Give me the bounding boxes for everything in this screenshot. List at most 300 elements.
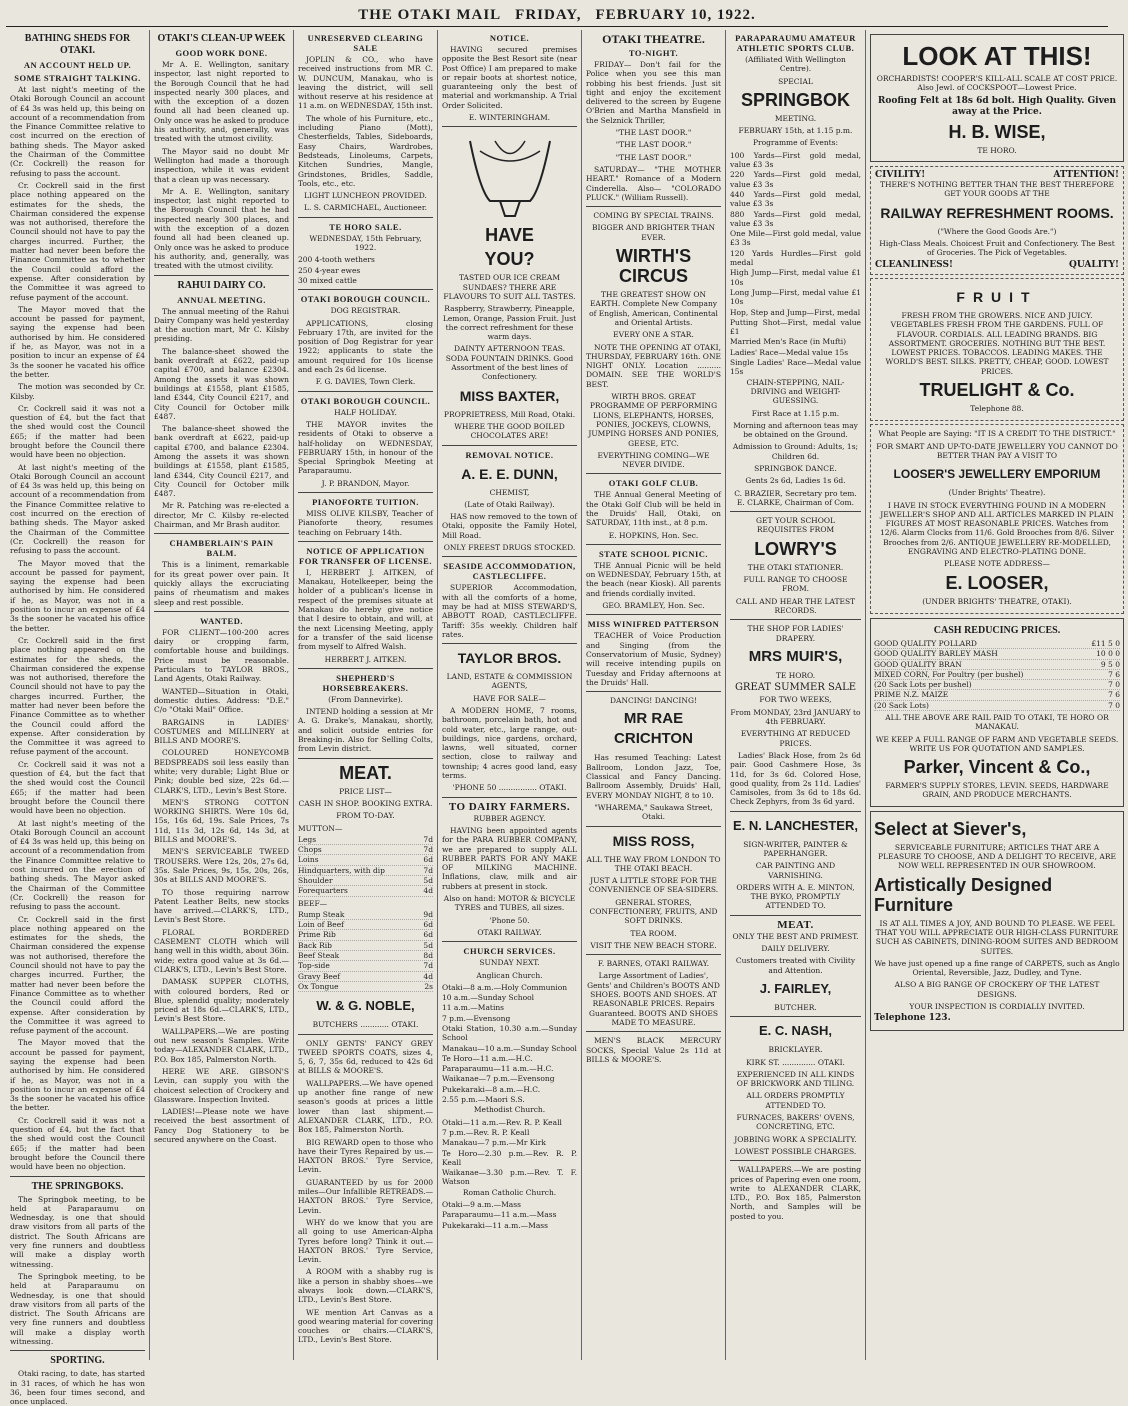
event-line: Married Men's Race (in Mufti) bbox=[730, 337, 847, 347]
ad-paragraph: APPLICATIONS, closing February 17th, are invited for the position of Dog Registrar for year 1922; applicants to state the amount required for 10s license and each 2s 6d license. bbox=[298, 318, 433, 375]
ad-line: DAINTY AFTERNOON TEAS. SODA FOUNTAIN DRINKS. Good Assortment of the best lines of Confectionery. bbox=[445, 344, 574, 382]
price-row bbox=[298, 835, 433, 845]
event-line: 880 Yards—First gold medal, value £3 3s bbox=[730, 209, 861, 228]
ad-line: "WHAREMA," Saukawa Street, Otaki. bbox=[594, 802, 713, 822]
event-line: Long Jump—First, medal value £1 10s bbox=[730, 287, 861, 307]
divider bbox=[586, 544, 721, 545]
signature: HERBERT J. AITKEN. bbox=[324, 654, 407, 664]
price-row bbox=[298, 930, 433, 940]
ad-line: ORCHARDISTS! COOPER'S KILL-ALL SCALE AT COST PRICE. Also Jewl. of COCKSPOOT—Lowest Price. bbox=[876, 74, 1118, 93]
ad-paragraph: THE MAYOR invites the residents of Otaki to observe a half-holiday on WEDNESDAY, FEBRUARY 15th, in honour of the Special Springbok Meeting at Paraparaumu. bbox=[298, 419, 433, 476]
ad-line: Also on hand: MOTOR & BICYCLE TYRES and TUBES, all sizes. bbox=[443, 894, 576, 913]
article-paragraph: The Mayor moved that the account be passed for payment, saying the expense had been authorised by him. He considered if he, as Mayor, was not in a position to incur an expense of £4 3s the sooner he vacated his office the better. bbox=[10, 304, 145, 379]
ad-you: YOU? bbox=[484, 249, 535, 270]
classified-ad: BIG REWARD open to those who have their Tyres Repaired by us.—HAXTON BROS.' Tyre Service, Levin. bbox=[298, 1137, 433, 1175]
meat-headline: MEAT. bbox=[339, 762, 392, 783]
ad-line: THE OTAKI STATIONER. bbox=[747, 562, 844, 572]
ad-headline: PIANOFORTE TUITION. bbox=[312, 496, 419, 507]
article-paragraph: The Mayor moved that the account be passed for payment, saying the expense had been authorised by him. He considered if he, as Mayor, was not in a position to incur an expense of £4 3s the sooner he vacated his office the better. bbox=[10, 1038, 145, 1113]
ad-line: LOWEST POSSIBLE CHARGES. bbox=[734, 1146, 857, 1156]
ad-line: TASTED OUR ICE CREAM SUNDAES? THERE ARE FLAVOURS TO SUIT ALL TASTES. bbox=[443, 273, 576, 301]
price-value: 4d bbox=[423, 971, 433, 981]
list-item: 30 mixed cattle bbox=[298, 275, 357, 285]
ad-line: Roofing Felt at 18s 6d bolt. High Quality. Given away at the Price. bbox=[877, 95, 1117, 117]
ad-line: DOG REGISTRAR. bbox=[330, 306, 401, 316]
article-paragraph: The motion was seconded by Cr. Kilsby. bbox=[10, 382, 145, 401]
ad-headline: OTAKI BOROUGH COUNCIL. bbox=[300, 294, 431, 305]
divider bbox=[586, 691, 721, 692]
price-row bbox=[298, 845, 433, 855]
article-paragraph: Cr. Cockrell said in the first place nothing appeared on the estimates for the sheds, the Chairman considered the expense was not authorised, therefore the Council should not have to pay the charges incurred. Further, the matter had never been before the Finance Committee as to whether the Council could afford the expense. After consideration by the Committee it was agreed to refuse payment of the account. bbox=[10, 180, 145, 302]
looser-advert bbox=[870, 424, 1124, 614]
event-line: High Jump—First, medal value £1 10s bbox=[730, 268, 861, 287]
article-headline: BATHING SHEDS FOR OTAKI. bbox=[24, 33, 131, 56]
masthead-date: FEBRUARY 10, 1922. bbox=[595, 6, 756, 23]
price-row bbox=[874, 639, 1120, 649]
ad-line: FOR SMART AND UP-TO-DATE JEWELLERY YOU CANNOT DO BETTER THAN PAY A VISIT TO bbox=[876, 441, 1118, 460]
film-title: "THE LAST DOOR." bbox=[615, 140, 692, 150]
ad-line: FOR TWO WEEKS, bbox=[759, 695, 832, 705]
column-2 bbox=[150, 30, 294, 1360]
phone-number: 'Phone 50. bbox=[489, 915, 530, 925]
classified-ad: MEN'S BLACK MERCURY SOCKS, Special Value 2s 11d at BILLS & MOORE'S. bbox=[586, 1036, 721, 1064]
service-line: Te Horo—11 a.m.—H.C. bbox=[442, 1053, 533, 1063]
divider bbox=[586, 1031, 721, 1032]
price-row bbox=[298, 951, 433, 961]
price-item: Ox Tongue bbox=[298, 981, 339, 991]
look-headline: LOOK AT THIS! bbox=[902, 41, 1092, 71]
service-line: Otaki—8 a.m.—Holy Communion bbox=[442, 982, 568, 992]
article-paragraph: Otaki racing, to date, has started in 31 races, of which he has won 36, been four times second, and once unplaced. bbox=[10, 1369, 145, 1406]
ad-line: FROM TO-DAY. bbox=[336, 811, 395, 821]
ad-headline: STATE SCHOOL PICNIC. bbox=[598, 548, 709, 559]
ad-line: (Under Brights' Theatre). bbox=[948, 488, 1046, 498]
ad-line: High-Class Meals. Choicest Fruit and Confectionery. The Best of Groceries. The Pick of Vegetables. bbox=[879, 239, 1115, 258]
slogan: ATTENTION! bbox=[1053, 169, 1119, 180]
price-row bbox=[298, 876, 433, 886]
ad-line: JOBBING WORK A SPECIALITY. bbox=[734, 1134, 857, 1144]
price-row bbox=[298, 961, 433, 971]
service-line: Pukekaraki—11 a.m.—Mass bbox=[442, 1220, 549, 1230]
ad-line: CHEMIST, bbox=[489, 487, 530, 497]
ad-line: ALSO A BIG RANGE OF CROCKERY OF THE LATEST DESIGNS. bbox=[894, 980, 1100, 999]
ad-line: FULL RANGE TO CHOOSE FROM. bbox=[743, 575, 848, 594]
divider bbox=[586, 614, 721, 615]
divider bbox=[442, 556, 577, 557]
firm-name: TRUELIGHT & Co. bbox=[919, 380, 1075, 401]
event-line: Ladies' Race—Medal value 15s bbox=[730, 347, 849, 357]
film-title: "THE LAST DOOR." bbox=[615, 128, 692, 138]
classified-ad: DAMASK SUPPER CLOTHS, with coloured borders, Red or Blue, splendid quality; moderately priced at 18s 6d.—CLARK'S, LTD., Levin's Best Store. bbox=[154, 977, 289, 1024]
firm-name: E. LOOSER, bbox=[945, 572, 1049, 593]
ad-paragraph: THE Annual Picnic will be held on WEDNESDAY, February 15th, at the beach (near Kiosk). All parents and friends cordially invited. bbox=[586, 560, 721, 598]
ad-headline: WANTED. bbox=[200, 615, 243, 626]
slogan-row bbox=[875, 261, 1119, 270]
circus-name: WIRTH'S CIRCUS bbox=[615, 246, 692, 287]
service-line: Otaki—11 a.m.—Rev. R. P. Keall bbox=[442, 1117, 562, 1127]
ad-line: IS AT ALL TIMES A JOY, AND BOUND TO PLEASE. WE FEEL THAT YOU WILL APPRECIATE OUR HIGH-CLASS FURNITURE SUCH AS CABINETS, DINING-ROOM SUITES AND BEDROOM SUITES. bbox=[875, 918, 1119, 956]
ad-line: WE KEEP A FULL RANGE OF FARM AND VEGETABLE SEEDS. WRITE US FOR QUOTATION AND SAMPLES. bbox=[875, 734, 1119, 753]
article-subheading: ANNUAL MEETING. bbox=[177, 294, 266, 305]
classified-ad: WALLPAPERS.—We are posting prices of Papering even one room, write to ALEXANDER CLARK, LTD., P.O. Box 185, Palmerston North, and Samples will be posted to you. bbox=[730, 1165, 861, 1221]
ad-line: Programme of Events: bbox=[752, 138, 839, 148]
price-value: 7d bbox=[423, 961, 433, 971]
ad-line: WIRTH BROS. GREAT PROGRAMME OF PERFORMING LIONS, ELEPHANTS, HORSES, PONIES, JOCKEYS, CLOWNS, JUMPING HORSES AND PONIES, GEESE, ETC. bbox=[588, 392, 719, 448]
truelight-advert bbox=[870, 278, 1124, 421]
article-paragraph: The annual meeting of the Rahui Dairy Company was held yesterday at the auction mart, Mr C. Kilsby presiding. bbox=[154, 306, 289, 344]
ad-paragraph: A MODERN HOME, 7 rooms, bathroom, porcelain bath, hot and cold water, etc., large range, out-buildings, nice gardens, orchard, lawns, well situated, corner section, close to railway and township; 4 acres good land, easy terms. bbox=[442, 705, 577, 781]
price-value: 6d bbox=[423, 930, 433, 940]
ad-line: BUTCHERS ............ OTAKI. bbox=[312, 1020, 419, 1030]
article-paragraph: Cr. Cockrell said it was not a question of £4, but the fact that the shed would cost the Council £65; if the matter had been brought before the Council there would have been no objection. bbox=[10, 403, 145, 460]
ad-line: (UNDER BRIGHTS' THEATRE, OTAKI). bbox=[922, 596, 1072, 606]
divider bbox=[10, 1350, 145, 1351]
event-line: One Mile—First gold medal, value £3 3s bbox=[730, 229, 861, 248]
article-paragraph: The Mayor moved that the account be passed for payment, saying the expense had been authorised by him. He considered if he, as Mayor, was not in a position to incur an expense of £4 3s the sooner he vacated his office the better. bbox=[10, 558, 145, 633]
ad-line: BIGGER AND BRIGHTER THAN EVER. bbox=[591, 223, 716, 242]
article-paragraph: At last night's meeting of the Otaki Borough Council an account of £4 3s was held up, this being on account of a recommendation from the Finance Committee relative to cost incurred on the erection of bathing sheds. The Mayor asked the Chairman of the Committee (Cr. Cockrell) the reason for refusing to pass the account. bbox=[10, 462, 145, 556]
ad-have: HAVE bbox=[485, 225, 534, 246]
springbok-title: SPRINGBOK bbox=[740, 89, 850, 110]
paper-title: THE OTAKI MAIL bbox=[358, 6, 502, 23]
ad-line: VISIT THE NEW BEACH STORE. bbox=[590, 940, 717, 950]
service-line: Waikanae—3.30 p.m.—Rev. T. F. Watson bbox=[442, 1168, 577, 1187]
classified-ad: FLORAL BORDERED CASEMENT CLOTH which will hang well in this width, about 36in. wide; extra good value at 3s 6d.—CLARK'S, LTD., Levin's Best Store. bbox=[154, 927, 289, 974]
church-name: Roman Catholic Church. bbox=[462, 1187, 557, 1197]
butcher-name: W. & G. NOBLE, bbox=[316, 998, 415, 1014]
price-row bbox=[874, 670, 1120, 680]
article-paragraph: The Springbok meeting, to be held at Paraparaumu on Wednesday, is one that should draw visitors from all parts of the district. The South Africans are very fine runners and doubtless will make a display worth witnessing. bbox=[10, 1194, 145, 1269]
article-paragraph: Cr. Cockrell said it was not a question of £4, but the fact that the shed would cost the Council £65; if the matter had been brought before the Council there would have been no objection. bbox=[10, 759, 145, 816]
article-paragraph: The Springbok meeting, to be held at Paraparaumu on Wednesday, is one that should draw visitors from all parts of the district. The South Africans are very fine runners and doubtless will make a display worth witnessing. bbox=[10, 1271, 145, 1346]
divider bbox=[10, 1176, 145, 1177]
price-category: BEEF— bbox=[298, 898, 328, 908]
classified-ad: HERE WE ARE. GIBSON'S Levin, can supply you with the choicest selection of Crockery and Glassware. Inspection Invited. bbox=[154, 1066, 289, 1104]
classified-ad: COLOURED HONEYCOMB BEDSPREADS soil less easily than white; very durable; Light Blue or Pink; double bed size, 22s 6d.—CLARK'S, LTD., Levin's Best Store. bbox=[154, 748, 289, 795]
price-item: (20 Sack Lots) bbox=[874, 700, 929, 710]
ad-line: Large Assortment of Ladies', Gents' and Children's BOOTS AND SHOES. BOOTS AND SHOES. AT REASONABLE PRICES. Repairs Guaranteed. BOOTS AND SHOES MADE TO MEASURE. bbox=[587, 971, 720, 1027]
event-line: Putting Shot—First, medal value £1 bbox=[730, 317, 861, 337]
divider bbox=[154, 611, 289, 612]
classified-ad: MEN'S SERVICEABLE TWEED TROUSERS. Were 12s, 20s, 27s 6d, 35s. Sale Prices, 9s, 15s, 20s, 26s, 30s at BILLS AND MOORE'S. bbox=[154, 847, 290, 885]
column-1 bbox=[6, 30, 150, 1406]
firm-name: A. E. E. DUNN, bbox=[461, 465, 558, 482]
article-paragraph: Mr A. E. Wellington, sanitary inspector, last night reported to the Borough Council that he had inspected nearly 300 places, and with the exception of a dozen found all had been cleaned up. Only once was he asked to produce his authority, and, generally, was treated with the utmost civility. bbox=[154, 186, 289, 271]
service-line: Waikanae—7 p.m.—Evensong bbox=[442, 1074, 555, 1084]
ad-line: ORDERS WITH A. E. MINTON, THE BYKO, PROMPTLY ATTENDED TO. bbox=[736, 882, 855, 911]
ad-line: (Affiliated With Wellington Centre). bbox=[745, 55, 846, 74]
firm-name: LOWRY'S bbox=[754, 538, 837, 559]
ad-line: Morning and afternoon teas may be obtained on the Ground. bbox=[733, 420, 858, 440]
slogan: CIVILITY! bbox=[875, 169, 926, 180]
ad-headline: TE HORO SALE. bbox=[329, 221, 402, 232]
divider bbox=[154, 275, 289, 276]
price-row bbox=[298, 941, 433, 951]
ad-line: HAVE FOR SALE— bbox=[473, 693, 546, 703]
firm-name: MRS MUIR'S, bbox=[748, 647, 843, 665]
service-line: Paraparaumu—11 a.m.—Mass bbox=[442, 1210, 557, 1220]
ad-line: MEETING. bbox=[774, 113, 817, 123]
event-line: Single Ladies' Race—Medal value 15s bbox=[730, 358, 861, 377]
slogan-row bbox=[875, 171, 1119, 180]
price-value: 5d bbox=[423, 940, 433, 950]
signature: GEO. BRAMLEY, Hon. Sec. bbox=[602, 601, 705, 611]
ad-paragraph: This is a liniment, remarkable for its great power over pain. It quickly allays the excruciating pains of rheumatism and makes sleep and rest possible. bbox=[154, 560, 289, 607]
price-row bbox=[874, 701, 1120, 711]
ice-cream-illustration bbox=[442, 131, 577, 221]
price-row bbox=[298, 920, 433, 930]
ad-line: From MONDAY, 23rd JANUARY to 4th FEBRUARY. bbox=[730, 707, 861, 727]
price-item: Rump Steak bbox=[298, 909, 345, 919]
ad-line: PLEASE NOTE ADDRESS— bbox=[944, 559, 1050, 569]
ad-headline: CASH REDUCING PRICES. bbox=[933, 624, 1061, 636]
slogan: CLEANLINESS! bbox=[875, 259, 953, 270]
price-item: Forequarters bbox=[298, 886, 348, 896]
price-item: Prime Rib bbox=[298, 930, 336, 940]
service-line: 2.55 p.m.—Maori S.S. bbox=[442, 1095, 525, 1105]
article-paragraph: At last night's meeting of the Otaki Borough Council an account of £4 3s was held up, this being on account of a recommendation from the Finance Committee relative to cost incurred on the erection of bathing sheds. The Mayor asked the Chairman of the Committee (Cr. Cockrell) the reason for refusing to pass the account. bbox=[10, 85, 145, 178]
price-item: Loins bbox=[298, 855, 319, 865]
price-value: 10 0 0 bbox=[1096, 649, 1120, 659]
ad-paragraph: HAS now removed to the town of Otaki, opposite the Family Hotel, Mill Road. bbox=[442, 512, 577, 540]
price-item: GOOD QUALITY POLLARD bbox=[874, 638, 977, 648]
meeting-date: FEBRUARY 15th, at 1.15 p.m. bbox=[738, 126, 853, 136]
list-item: 250 4-year ewes bbox=[298, 265, 361, 275]
ad-paragraph: Has resumed Teaching: Latest Ballroom, London Jazz, Toe, Classical and Fancy Dancing. Ballroom Assembly, Druids' Hall, EVERY MONDAY NIGHT, 8 to 10. bbox=[586, 753, 721, 800]
slogan: QUALITY! bbox=[1068, 259, 1119, 270]
ad-headline: UNRESERVED CLEARING SALE bbox=[307, 33, 424, 53]
ad-line: ("Where the Good Goods Are.") bbox=[937, 226, 1057, 236]
ad-line: TE HORO. bbox=[977, 145, 1017, 155]
service-line: 11 a.m.—Matins bbox=[442, 1003, 505, 1013]
divider bbox=[586, 473, 721, 474]
ad-line: I HAVE IN STOCK EVERYTHING FOUND IN A MODERN JEWELLER'S SHOP AND ALL ARTICLES MARKED IN PLAIN FIGURES AT MOST REASONABLE PRICES. Watches from 12/6. Alarm Clocks from 11/6. Gold Brooches from 8/6. Silver Brooches from 2/6. ANTIQUE JEWELLERY RE-MODELLED, ENGRAVING AND ELECTRO-PLATING DONE. bbox=[880, 500, 1114, 557]
ad-line: F. BARNES, OTAKI RAILWAY. bbox=[597, 959, 710, 969]
service-line: Te Horo—2.30 p.m.—Rev. R. P. Keall bbox=[442, 1148, 577, 1167]
article-paragraph: Cr. Cockrell said in the first place nothing appeared on the estimates for the sheds, the Chairman considered the expense was not authorised, therefore the Council should not have to pay the charges incurred. Further, the matter had never been before the Finance Committee as to whether the Council could afford the expense. After consideration by the Committee it was agreed to refuse payment of the account. bbox=[10, 635, 145, 757]
divider bbox=[442, 643, 577, 644]
theatre-headline: OTAKI THEATRE. bbox=[602, 32, 705, 46]
ad-line: CASH IN SHOP. BOOKING EXTRA. bbox=[298, 798, 433, 808]
price-row bbox=[298, 910, 433, 920]
ad-headline: SEASIDE ACCOMMODATION, CASTLECLIFFE. bbox=[443, 561, 576, 582]
divider bbox=[298, 541, 433, 542]
column-7 bbox=[866, 30, 1128, 1360]
ad-line: ALL ORDERS PROMPTLY ATTENDED TO. bbox=[746, 1091, 845, 1110]
signature: E. HOPKINS, Hon. Sec. bbox=[608, 530, 699, 540]
ad-line: (Late of Otaki Railway). bbox=[464, 499, 555, 509]
classified-ad: WANTED—Situation in Otaki, domestic duties. Address: "D.E." C/o "Otaki Mail" Office. bbox=[154, 686, 289, 715]
divider bbox=[730, 1160, 861, 1161]
ad-line: GENERAL STORES, CONFECTIONERY, FRUITS, AND SOFT DRINKS. bbox=[589, 897, 718, 926]
firm-name: MR RAE CRICHTON bbox=[614, 710, 693, 748]
price-list-mutton bbox=[298, 835, 433, 897]
railway-advert bbox=[870, 166, 1124, 275]
price-item: PRIME N.Z. MAIZE bbox=[874, 690, 949, 700]
ad-headline: MEAT. bbox=[777, 918, 814, 931]
price-value: 5d bbox=[423, 876, 433, 885]
firm-name: E. N. LANCHESTER, bbox=[733, 817, 858, 833]
sundae-icon bbox=[450, 131, 570, 221]
ad-line: HALF HOLIDAY. bbox=[334, 407, 397, 417]
firm-name: E. C. NASH, bbox=[759, 1023, 832, 1039]
price-item: GOOD QUALITY BARLEY MASH bbox=[874, 649, 998, 659]
price-item: Hindquarters, with dip bbox=[298, 865, 385, 875]
column-4 bbox=[438, 30, 582, 1360]
classified-ad: GUARANTEED by us for 2000 miles—Our Infallible RETREADS.—HAXTON BROS.' Tyre Service, Levin. bbox=[298, 1177, 433, 1215]
classified-ad: ONLY GENTS' FANCY GREY TWEED SPORTS COATS, sizes 4, 5, 6, 7, 35s 6d, reduced to 42s 6d at BILLS & MOORE'S. bbox=[298, 1038, 433, 1076]
price-value: 6d bbox=[423, 920, 433, 930]
price-row bbox=[298, 866, 433, 876]
ad-line: TE HORO. bbox=[775, 670, 816, 680]
article-paragraph: Cr. Cockrell said in the first place nothing appeared on the estimates for the sheds, the Chairman considered the expense was not authorised, therefore the Council should not have to pay the charges incurred. Further, the matter had never been before the Finance Committee as to whether the Council could afford the expense. After consideration by the Committee it was agreed to refuse payment of the account. bbox=[10, 914, 145, 1036]
ad-line: FRESH FROM THE GROWERS. NICE AND JUICY. VEGETABLES FRESH FROM THE GARDENS. FULL OF FLAVOUR. CORDIALS. ALL LEADING BRANDS. BIG ASSORTMENT. GROCERIES. NOTHING BUT THE BEST. LOWEST PRICES. TOBACCOS. LEADING MAKES. THE WORLD'S BEST. SILKS. PRETTY, CHEAP, GOOD. LOWEST PRICES. bbox=[885, 310, 1109, 376]
ad-line: EXPERIENCED IN ALL KINDS OF BRICKWORK AND TILING. bbox=[736, 1069, 855, 1089]
firm-name: J. FAIRLEY, bbox=[759, 980, 832, 996]
ad-line: FARMER'S SUPPLY STORES, LEVIN. SEEDS, HARDWARE GRAIN, AND PRODUCE MERCHANTS. bbox=[885, 781, 1109, 800]
article-subheading: GOOD WORK DONE. bbox=[175, 48, 268, 58]
divider bbox=[298, 391, 433, 392]
ad-line: SPECIAL bbox=[778, 76, 813, 86]
sale-date: WEDNESDAY, 15th February, 1922. bbox=[309, 233, 422, 253]
ad-headline: TO DAIRY FARMERS. bbox=[448, 800, 571, 813]
price-value: 8d bbox=[423, 951, 433, 961]
article-headline: SPORTING. bbox=[50, 1355, 105, 1367]
price-item: Back Rib bbox=[298, 940, 332, 950]
ad-line: ONLY THE BEST AND PRIMEST. bbox=[732, 931, 859, 941]
film-title: "THE LAST DOOR." bbox=[615, 152, 692, 162]
price-item: Legs bbox=[298, 834, 317, 844]
ad-line: SUNDAY NEXT. bbox=[479, 958, 540, 968]
price-value: 9d bbox=[423, 909, 433, 919]
ad-line: LAND, ESTATE & COMMISSION AGENTS, bbox=[446, 672, 573, 691]
price-value: 7 6 bbox=[1108, 669, 1120, 679]
ad-line: THE SHOP FOR LADIES' DRAPERY. bbox=[747, 624, 844, 643]
signature: E. WINTERINGHAM. bbox=[468, 113, 551, 123]
ad-line: Gents 2s 6d, Ladies 1s 6d. bbox=[745, 476, 846, 486]
ad-line: GREAT SUMMER SALE bbox=[734, 682, 857, 694]
article-headline: OTAKI'S CLEAN-UP WEEK bbox=[157, 33, 286, 44]
ad-paragraph: INTEND holding a session at Mr A. G. Drake's, Manakau, shortly, and solicit outside entries for Breaking-in. Also for Selling Colts, from Levin district. bbox=[298, 707, 433, 754]
ad-line: EVERYTHING AT REDUCED PRICES. bbox=[740, 729, 851, 748]
price-list-beef bbox=[298, 910, 433, 992]
ad-line: DANCING! DANCING! bbox=[610, 696, 697, 706]
article-paragraph: Mr R. Patching was re-elected a director, Mr C. Kilsby re-elected Chairman, and Mr Brash auditor. bbox=[154, 501, 289, 530]
ad-paragraph: HAVING been appointed agents for the PARA RUBBER COMPANY, we are prepared to supply ALL RUBBER PARTS FOR ANY MAKE OF MILKING MACHINE. Inflations, claw, milk and air rubbers at present in stock. bbox=[442, 825, 577, 891]
divider bbox=[298, 217, 433, 218]
classified-ad: BARGAINS in LADIES' COSTUMES and MILLINERY at BILLS AND MOORE'S. bbox=[154, 717, 289, 746]
ad-line: PRICE LIST— bbox=[339, 786, 392, 796]
ad-headline: NOTICE OF APPLICATION FOR TRANSFER OF LICENSE. bbox=[299, 545, 432, 566]
divider bbox=[730, 811, 861, 812]
price-item: MIXED CORN, For Poultry (per bushel) bbox=[874, 669, 1024, 679]
event-line: Hop, Step and Jump—First, medal bbox=[730, 307, 861, 317]
ad-line: BRICKLAYER. bbox=[768, 1045, 823, 1055]
price-row bbox=[874, 660, 1120, 670]
ad-paragraph: SUPERIOR Accommodation, with all the comforts of a home, may be had at MISS STEWARD'S, ABBOTT ROAD, CASTLECLIFFE. Tariff: 35s weekly. Children half rates. bbox=[442, 583, 577, 639]
service-line: Pukekaraki—8 a.m.—H.C. bbox=[442, 1084, 541, 1094]
firm-name: H. B. WISE, bbox=[948, 121, 1046, 142]
ad-line: SIGN-WRITER, PAINTER & PAPERHANGER. bbox=[743, 839, 848, 858]
ad-line: CALL AND HEAR THE LATEST RECORDS. bbox=[735, 596, 856, 615]
ad-paragraph: HAVING secured premises opposite the Best Resort site (near Post Office) I am prepared to make or repair boots at shortest notice, guaranteeing only the best of material and workmanship. A Trial Order Solicited. bbox=[442, 45, 577, 110]
price-list-produce bbox=[874, 639, 1120, 711]
divider bbox=[442, 941, 577, 942]
ad-line: LIGHT LUNCHEON PROVIDED. bbox=[304, 191, 427, 201]
auctioneer-name: L. S. CARMICHAEL, Auctioneer. bbox=[304, 203, 427, 213]
sievers-advert bbox=[870, 811, 1124, 1031]
ad-paragraph: The whole of his Furniture, etc., including Piano (Mott), Chesterfields, Tables, Sideboards, Easy Chairs, Wardrobes, Bedsteads, Linoleums, Carpets, Kitchen Sundries, Mangle, Grindstones, Bridles, Saddle, Tools, etc., etc. bbox=[298, 113, 433, 188]
price-item: Beef Steak bbox=[298, 951, 340, 961]
ad-line: BUTCHER. bbox=[774, 1002, 817, 1012]
classified-ad: LADIES!—Please note we have received the best assortment of Fancy Dog Stationery to be secured anywhere on the Coast. bbox=[154, 1107, 289, 1144]
price-category: MUTTON— bbox=[298, 823, 343, 833]
ad-line: CAR PAINTING AND VARNISHING. bbox=[755, 861, 836, 880]
ad-line: YOUR INSPECTION IS CORDIALLY INVITED. bbox=[909, 1002, 1085, 1012]
service-line: 7 p.m.—Evensong bbox=[442, 1013, 511, 1023]
firm-name: RAILWAY REFRESHMENT ROOMS. bbox=[880, 204, 1114, 221]
signature: F. G. DAVIES, Town Clerk. bbox=[315, 377, 416, 387]
classified-ad: WALLPAPERS.—We are posting out new season's Samples. Write today—ALEXANDER CLARK, LTD., P.O. Box 185, Palmerston North. bbox=[154, 1026, 289, 1064]
price-item: Top-side bbox=[298, 961, 330, 971]
divider bbox=[730, 619, 861, 620]
divider bbox=[298, 758, 433, 759]
furniture-headline: Artistically Designed Furniture bbox=[874, 874, 1053, 915]
price-row bbox=[298, 855, 433, 865]
ad-line: DAILY DELIVERY. bbox=[761, 944, 830, 954]
ad-line: TEA ROOM. bbox=[630, 928, 677, 938]
price-row bbox=[874, 690, 1120, 700]
ad-paragraph: JOPLIN & CO., who have received instructions from MR C. W. DUNCUM, Manakau, who is leaving the district, will sell without reserve at his residence at 11 a.m. on WEDNESDAY, 15th inst. bbox=[298, 55, 433, 111]
ad-line: First Race at 1.15 p.m. bbox=[751, 408, 840, 418]
price-value: 7d bbox=[423, 865, 433, 875]
ad-line: SERVICEABLE FURNITURE; ARTICLES THAT ARE A PLEASURE TO CHOOSE, AND A DELIGHT TO RECEIVE, ARE NOW WELL REPRESENTED IN OUR SHOWROOM. bbox=[878, 842, 1116, 871]
classified-ad: WHY do we know that you are all going to use American-Alpha Tyres before long? Think it out.—HAXTON BROS.' Tyre Service, Levin. bbox=[298, 1217, 433, 1265]
ad-line: We have just opened up a fine range of CARPETS, such as Anglo Oriental, Reversible, Jazz, Dudley, and Tyne. bbox=[874, 958, 1120, 978]
price-row bbox=[874, 680, 1120, 690]
ad-paragraph: SATURDAY— "THE MOTHER HEART." Romance of a Modern Cinderella. Also— "COLORADO PLUCK." (William Russell). bbox=[586, 164, 721, 202]
article-subheading: AN ACCOUNT HELD UP. bbox=[23, 60, 132, 70]
ad-headline: MISS WINIFRED PATTERSON bbox=[587, 619, 720, 630]
price-item: Loin of Beef bbox=[298, 920, 344, 930]
ad-headline: CHAMBERLAIN'S PAIN BALM. bbox=[169, 538, 274, 559]
divider bbox=[154, 533, 289, 534]
ad-line: WHERE THE GOOD BOILED CHOCOLATES ARE! bbox=[454, 421, 565, 441]
divider bbox=[730, 915, 861, 916]
price-item: Chops bbox=[298, 845, 322, 855]
price-item: Gravy Beef bbox=[298, 971, 341, 981]
service-line: Otaki—9 a.m.—Mass bbox=[442, 1200, 521, 1210]
phone-number: 'PHONE 50 ................ OTAKI. bbox=[452, 783, 567, 793]
ad-line: ALL THE WAY FROM LONDON TO THE OTAKI BEACH. bbox=[586, 854, 721, 873]
ad-paragraph: MISS OLIVE KILSBY, Teacher of Pianoforte theory, resumes teaching on February 14th. bbox=[298, 508, 433, 537]
divider bbox=[442, 126, 577, 127]
ad-line: OTAKI RAILWAY. bbox=[477, 927, 542, 937]
ad-headline: NOTICE. bbox=[489, 33, 530, 43]
divider bbox=[298, 668, 433, 669]
column-3 bbox=[294, 30, 438, 1360]
ad-paragraph: I, HERBERT J. AITKEN, of Manakau, Hotelkeeper, being the holder of a publican's license in respect of the premises situate at Manakau do hereby give notice that I desire to obtain, and will, at the next Licensing Meeting, apply for a transfer of the said license from myself to Alfred Walsh. bbox=[298, 567, 433, 652]
price-item: Shoulder bbox=[298, 876, 333, 885]
firm-name: MISS BAXTER, bbox=[459, 387, 560, 404]
phone-number: Telephone 123. bbox=[874, 1013, 951, 1024]
ad-headline: PARAPARAUMU AMATEUR ATHLETIC SPORTS CLUB. bbox=[735, 33, 856, 53]
ad-line: CHAIN-STEPPING, NAIL-DRIVING and WEIGHT-GUESSING. bbox=[746, 377, 845, 406]
ad-line: PROPRIETRESS, Mill Road, Otaki. bbox=[443, 409, 576, 419]
divider bbox=[442, 797, 577, 798]
price-row bbox=[874, 649, 1120, 659]
ad-line: SPRINGBOK DANCE. bbox=[754, 463, 837, 473]
